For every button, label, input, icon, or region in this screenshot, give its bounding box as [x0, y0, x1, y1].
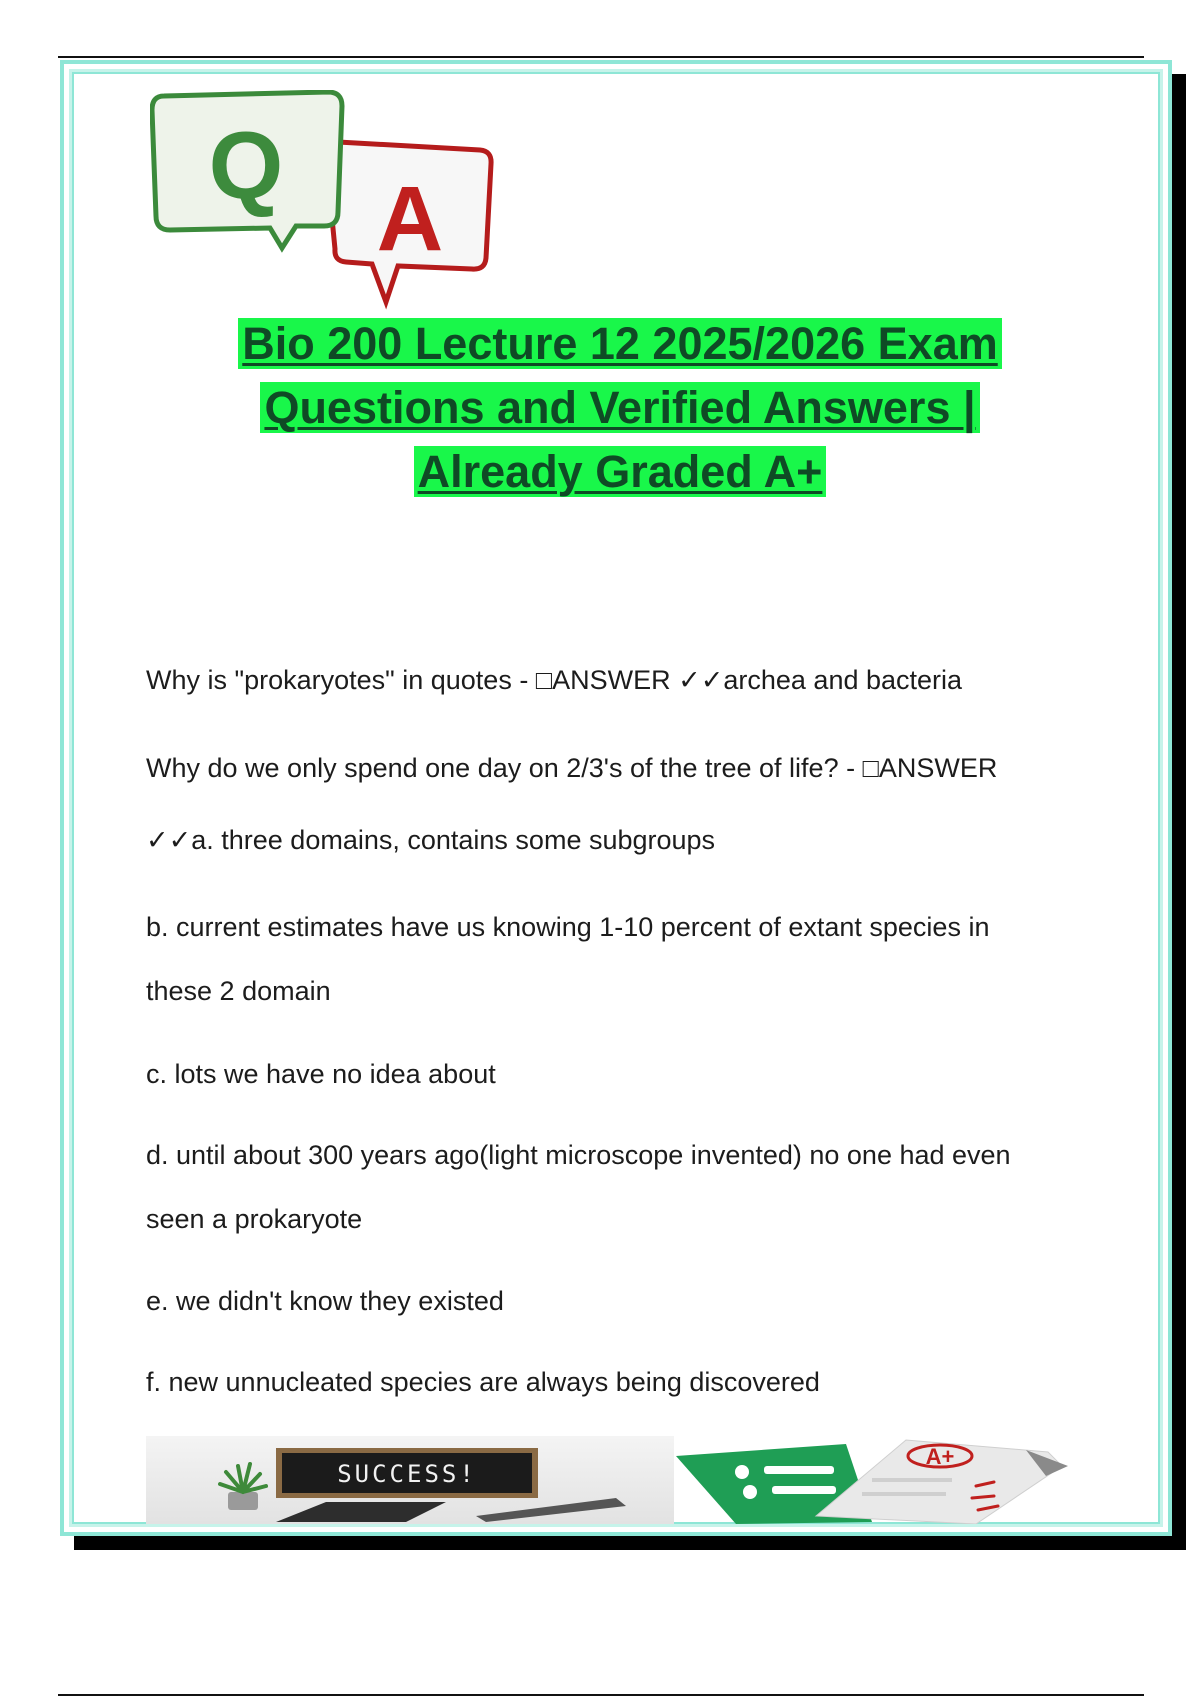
title-line-3: Already Graded A+: [414, 446, 827, 497]
chalkboard-text: SUCCESS!: [337, 1460, 477, 1488]
answer-2c-line: c. lots we have no idea about: [146, 1059, 496, 1089]
title-line-2: Questions and Verified Answers |: [260, 382, 979, 433]
a-letter: A: [376, 168, 444, 270]
graded-test-illustration: [676, 1436, 1096, 1524]
top-rule: [58, 56, 1144, 58]
answer-2d-continuation: seen a prokaryote: [146, 1204, 363, 1234]
plant-icon: [220, 1464, 266, 1510]
graded-test-image: [676, 1436, 1096, 1524]
bottom-rule: [58, 1694, 1144, 1696]
a-bubble: [326, 142, 491, 302]
chalkboard-icon: [276, 1448, 538, 1498]
question-2-line: Why do we only spend one day on 2/3's of the tree of life? - □ANSWER: [146, 753, 998, 783]
question-1-line: Why is "prokaryotes" in quotes - □ANSWER ✓✓archea and bacteria: [146, 665, 963, 695]
qa-logo: [150, 90, 530, 310]
answer-2e-line: e. we didn't know they existed: [146, 1286, 504, 1316]
success-illustration: [146, 1436, 674, 1524]
title-line-1: Bio 200 Lecture 12 2025/2026 Exam: [238, 318, 1002, 369]
q-bubble: [152, 92, 342, 248]
q-letter: Q: [208, 112, 284, 219]
answer-2d-line: d. until about 300 years ago(light microscope invented) no one had even: [146, 1140, 1011, 1170]
grade-mark: A+: [925, 1444, 955, 1469]
answer-2a-line: ✓✓a. three domains, contains some subgroups: [146, 825, 716, 855]
document-title: [160, 312, 1080, 504]
answer-2f-line: f. new unnucleated species are always being discovered: [146, 1367, 820, 1397]
desk-items: [276, 1498, 626, 1522]
answer-2b-line: b. current estimates have us knowing 1-10 percent of extant species in: [146, 912, 990, 942]
answer-2b-continuation: these 2 domain: [146, 976, 331, 1006]
success-banner-image: [146, 1436, 674, 1524]
